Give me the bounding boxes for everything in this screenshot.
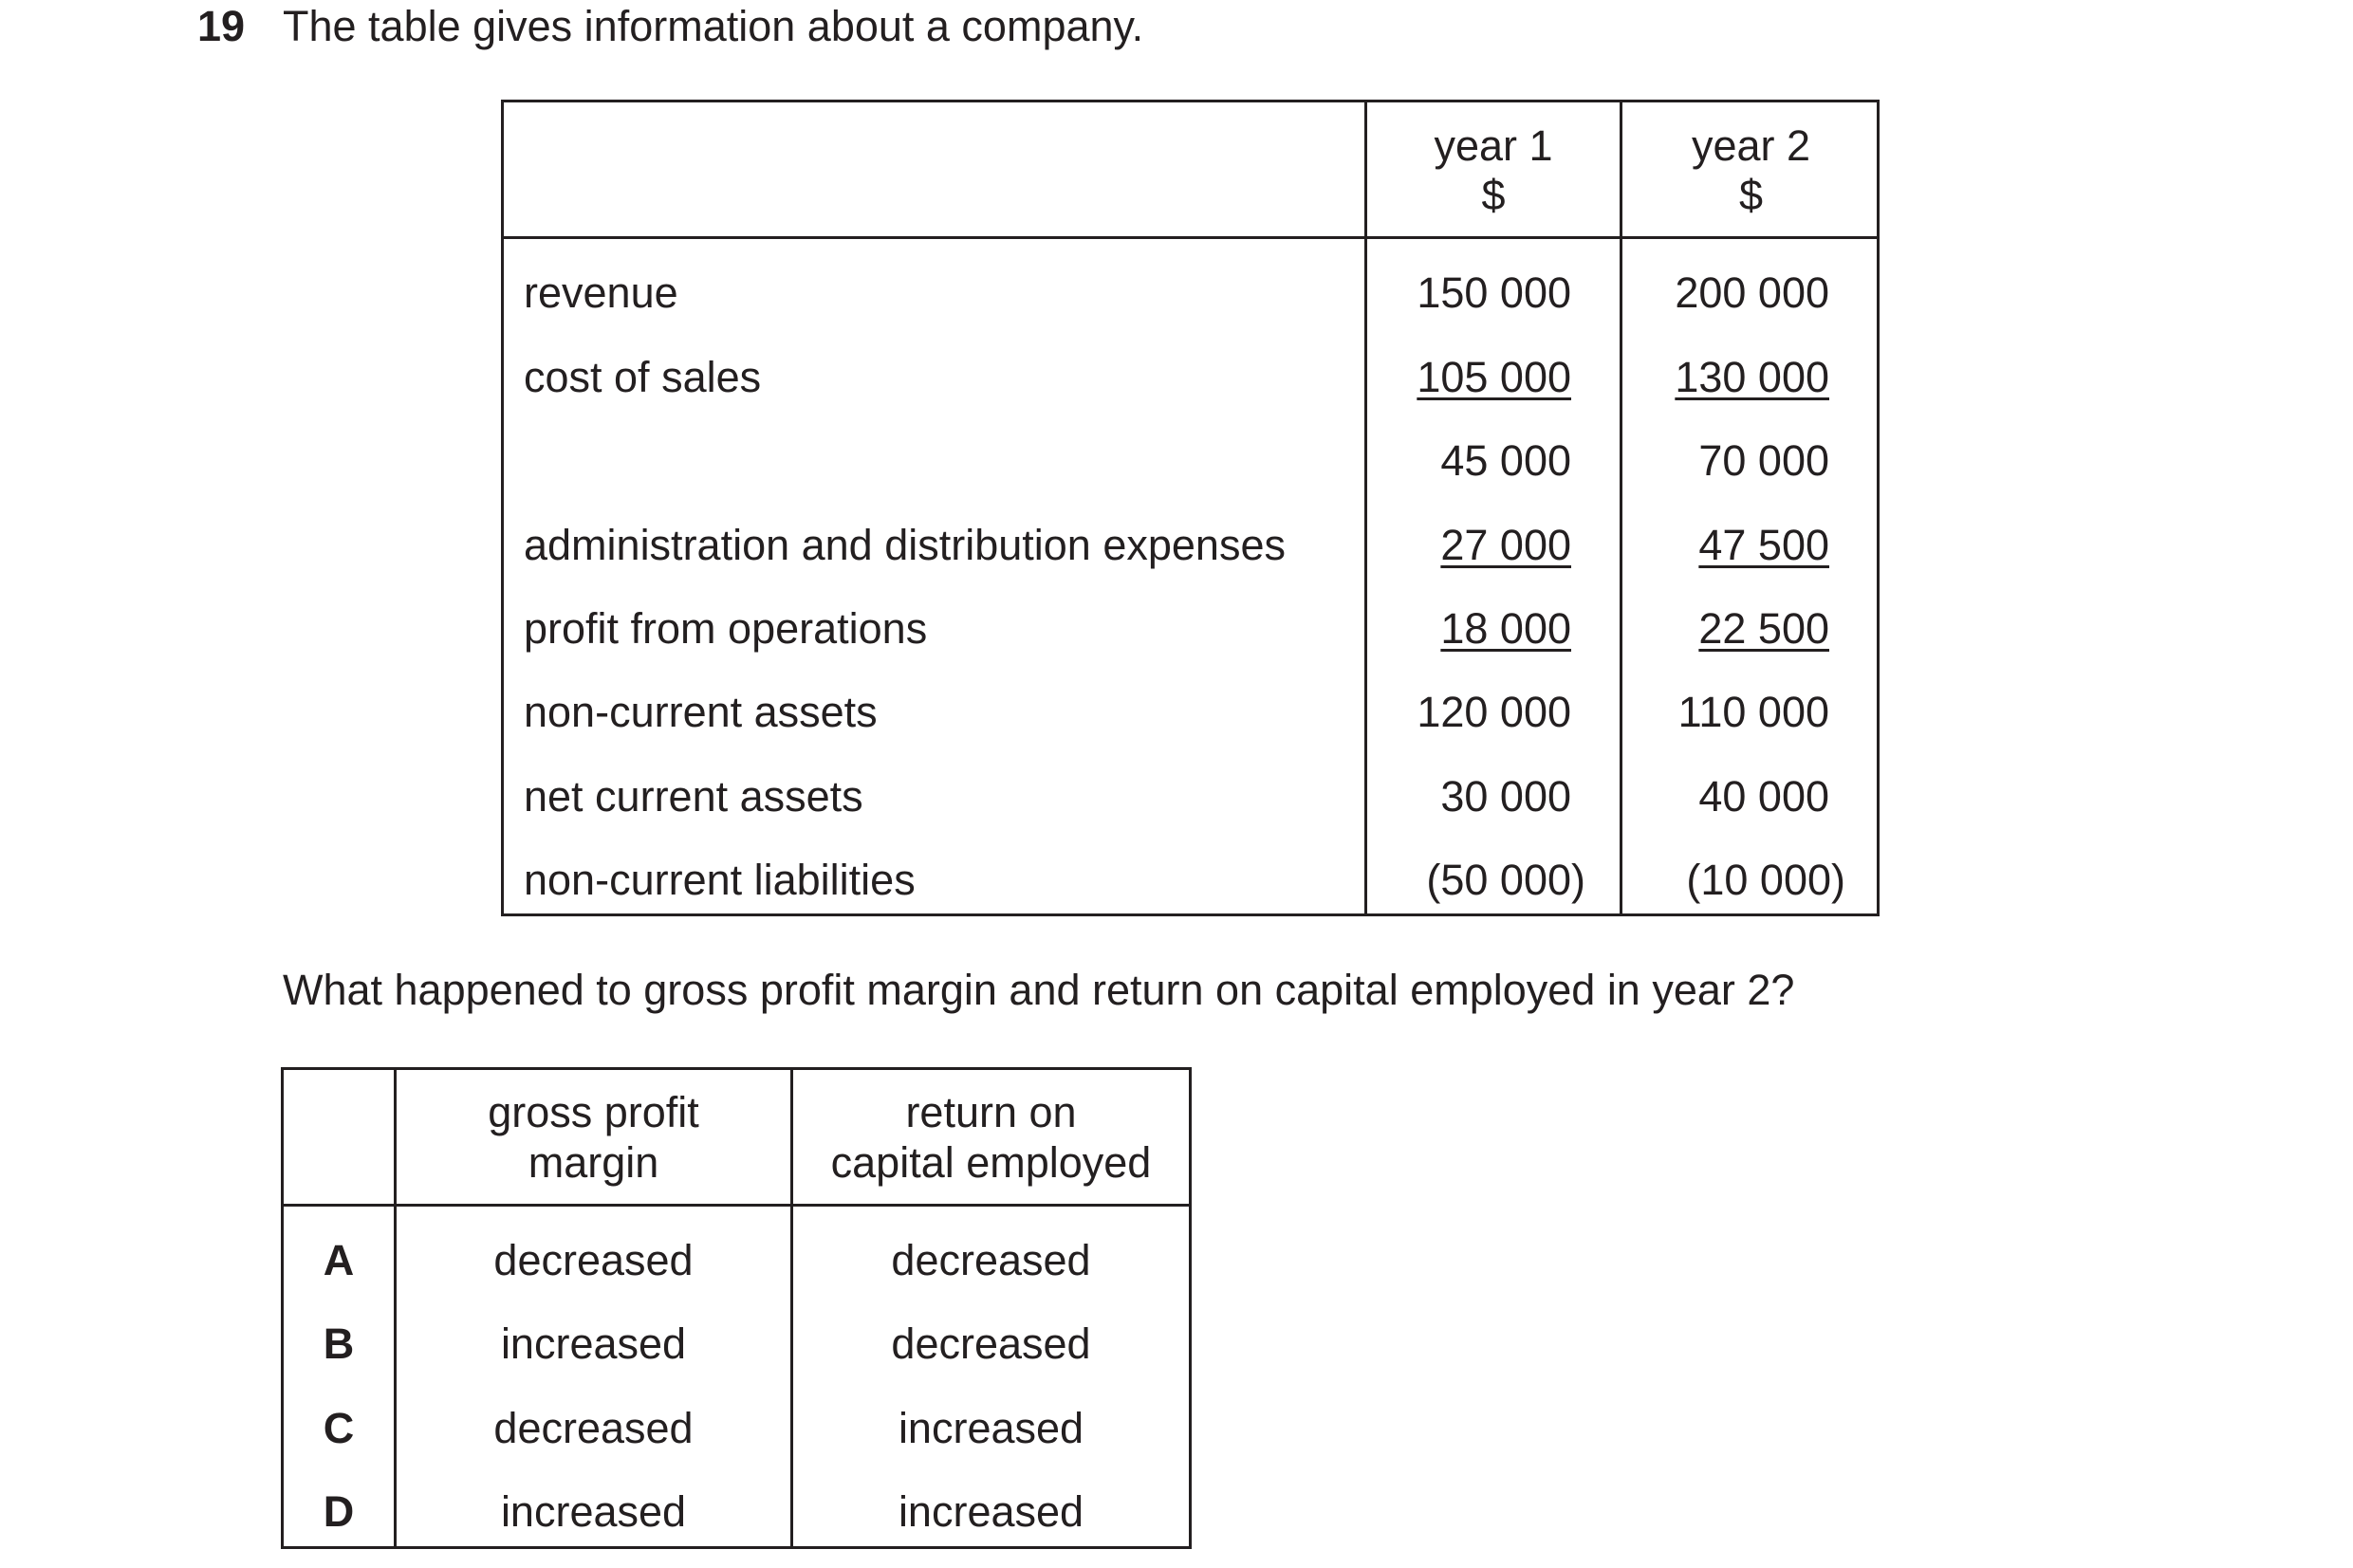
header-year2: year 2 bbox=[1691, 121, 1811, 170]
row-label: revenue bbox=[524, 268, 678, 317]
row-value-year2: 40 000 bbox=[1698, 772, 1829, 821]
row-label: non-current liabilities bbox=[524, 856, 916, 904]
row-value-year2: 70 000 bbox=[1698, 436, 1829, 485]
header-year1-currency: $ bbox=[1481, 171, 1506, 219]
option-letter: C bbox=[323, 1404, 355, 1452]
row-value-year2: 47 500 bbox=[1698, 521, 1829, 569]
option-roce: increased bbox=[898, 1404, 1084, 1452]
header-return-on-capital-line2: capital employed bbox=[830, 1138, 1152, 1187]
option-gpm: increased bbox=[500, 1487, 687, 1536]
header-return-on-capital: return on bbox=[905, 1088, 1077, 1136]
data-table-header-rule bbox=[501, 236, 1880, 239]
option-gpm: decreased bbox=[493, 1404, 694, 1452]
header-gross-profit-margin-line2: margin bbox=[528, 1138, 659, 1187]
question-number: 19 bbox=[197, 2, 246, 50]
row-label: net current assets bbox=[524, 772, 863, 821]
option-letter: A bbox=[323, 1236, 355, 1284]
header-gross-profit-margin: gross profit bbox=[488, 1088, 699, 1136]
row-label: cost of sales bbox=[524, 353, 762, 401]
row-label: profit from operations bbox=[524, 604, 928, 653]
option-letter: D bbox=[323, 1487, 355, 1536]
option-letter: B bbox=[323, 1319, 355, 1368]
option-roce: decreased bbox=[891, 1236, 1091, 1284]
row-value-year2: 110 000 bbox=[1677, 688, 1829, 736]
row-value-year1: 18 000 bbox=[1440, 604, 1571, 653]
answer-table-header-rule bbox=[281, 1204, 1192, 1207]
option-gpm: increased bbox=[500, 1319, 687, 1368]
row-value-year1: 105 000 bbox=[1417, 353, 1571, 401]
row-value-year1: 120 000 bbox=[1417, 688, 1571, 736]
header-year2-currency: $ bbox=[1738, 171, 1764, 219]
row-value-year2: (10 000) bbox=[1686, 856, 1845, 904]
option-roce: increased bbox=[898, 1487, 1084, 1536]
header-year1: year 1 bbox=[1434, 121, 1553, 170]
row-value-year2: 200 000 bbox=[1675, 268, 1829, 317]
row-label: non-current assets bbox=[524, 688, 878, 736]
row-value-year1: 30 000 bbox=[1440, 772, 1571, 821]
row-value-year1: (50 000) bbox=[1426, 856, 1585, 904]
row-value-year2: 22 500 bbox=[1698, 604, 1829, 653]
option-roce: decreased bbox=[891, 1319, 1091, 1368]
row-value-year1: 45 000 bbox=[1440, 436, 1571, 485]
question-prompt: What happened to gross profit margin and return on capital employed in year 2? bbox=[283, 966, 1795, 1014]
row-label: administration and distribution expenses bbox=[524, 521, 1286, 569]
row-value-year1: 27 000 bbox=[1440, 521, 1571, 569]
row-value-year2: 130 000 bbox=[1675, 353, 1829, 401]
row-value-year1: 150 000 bbox=[1417, 268, 1571, 317]
question-stem: The table gives information about a company. bbox=[283, 2, 1144, 50]
option-gpm: decreased bbox=[493, 1236, 694, 1284]
